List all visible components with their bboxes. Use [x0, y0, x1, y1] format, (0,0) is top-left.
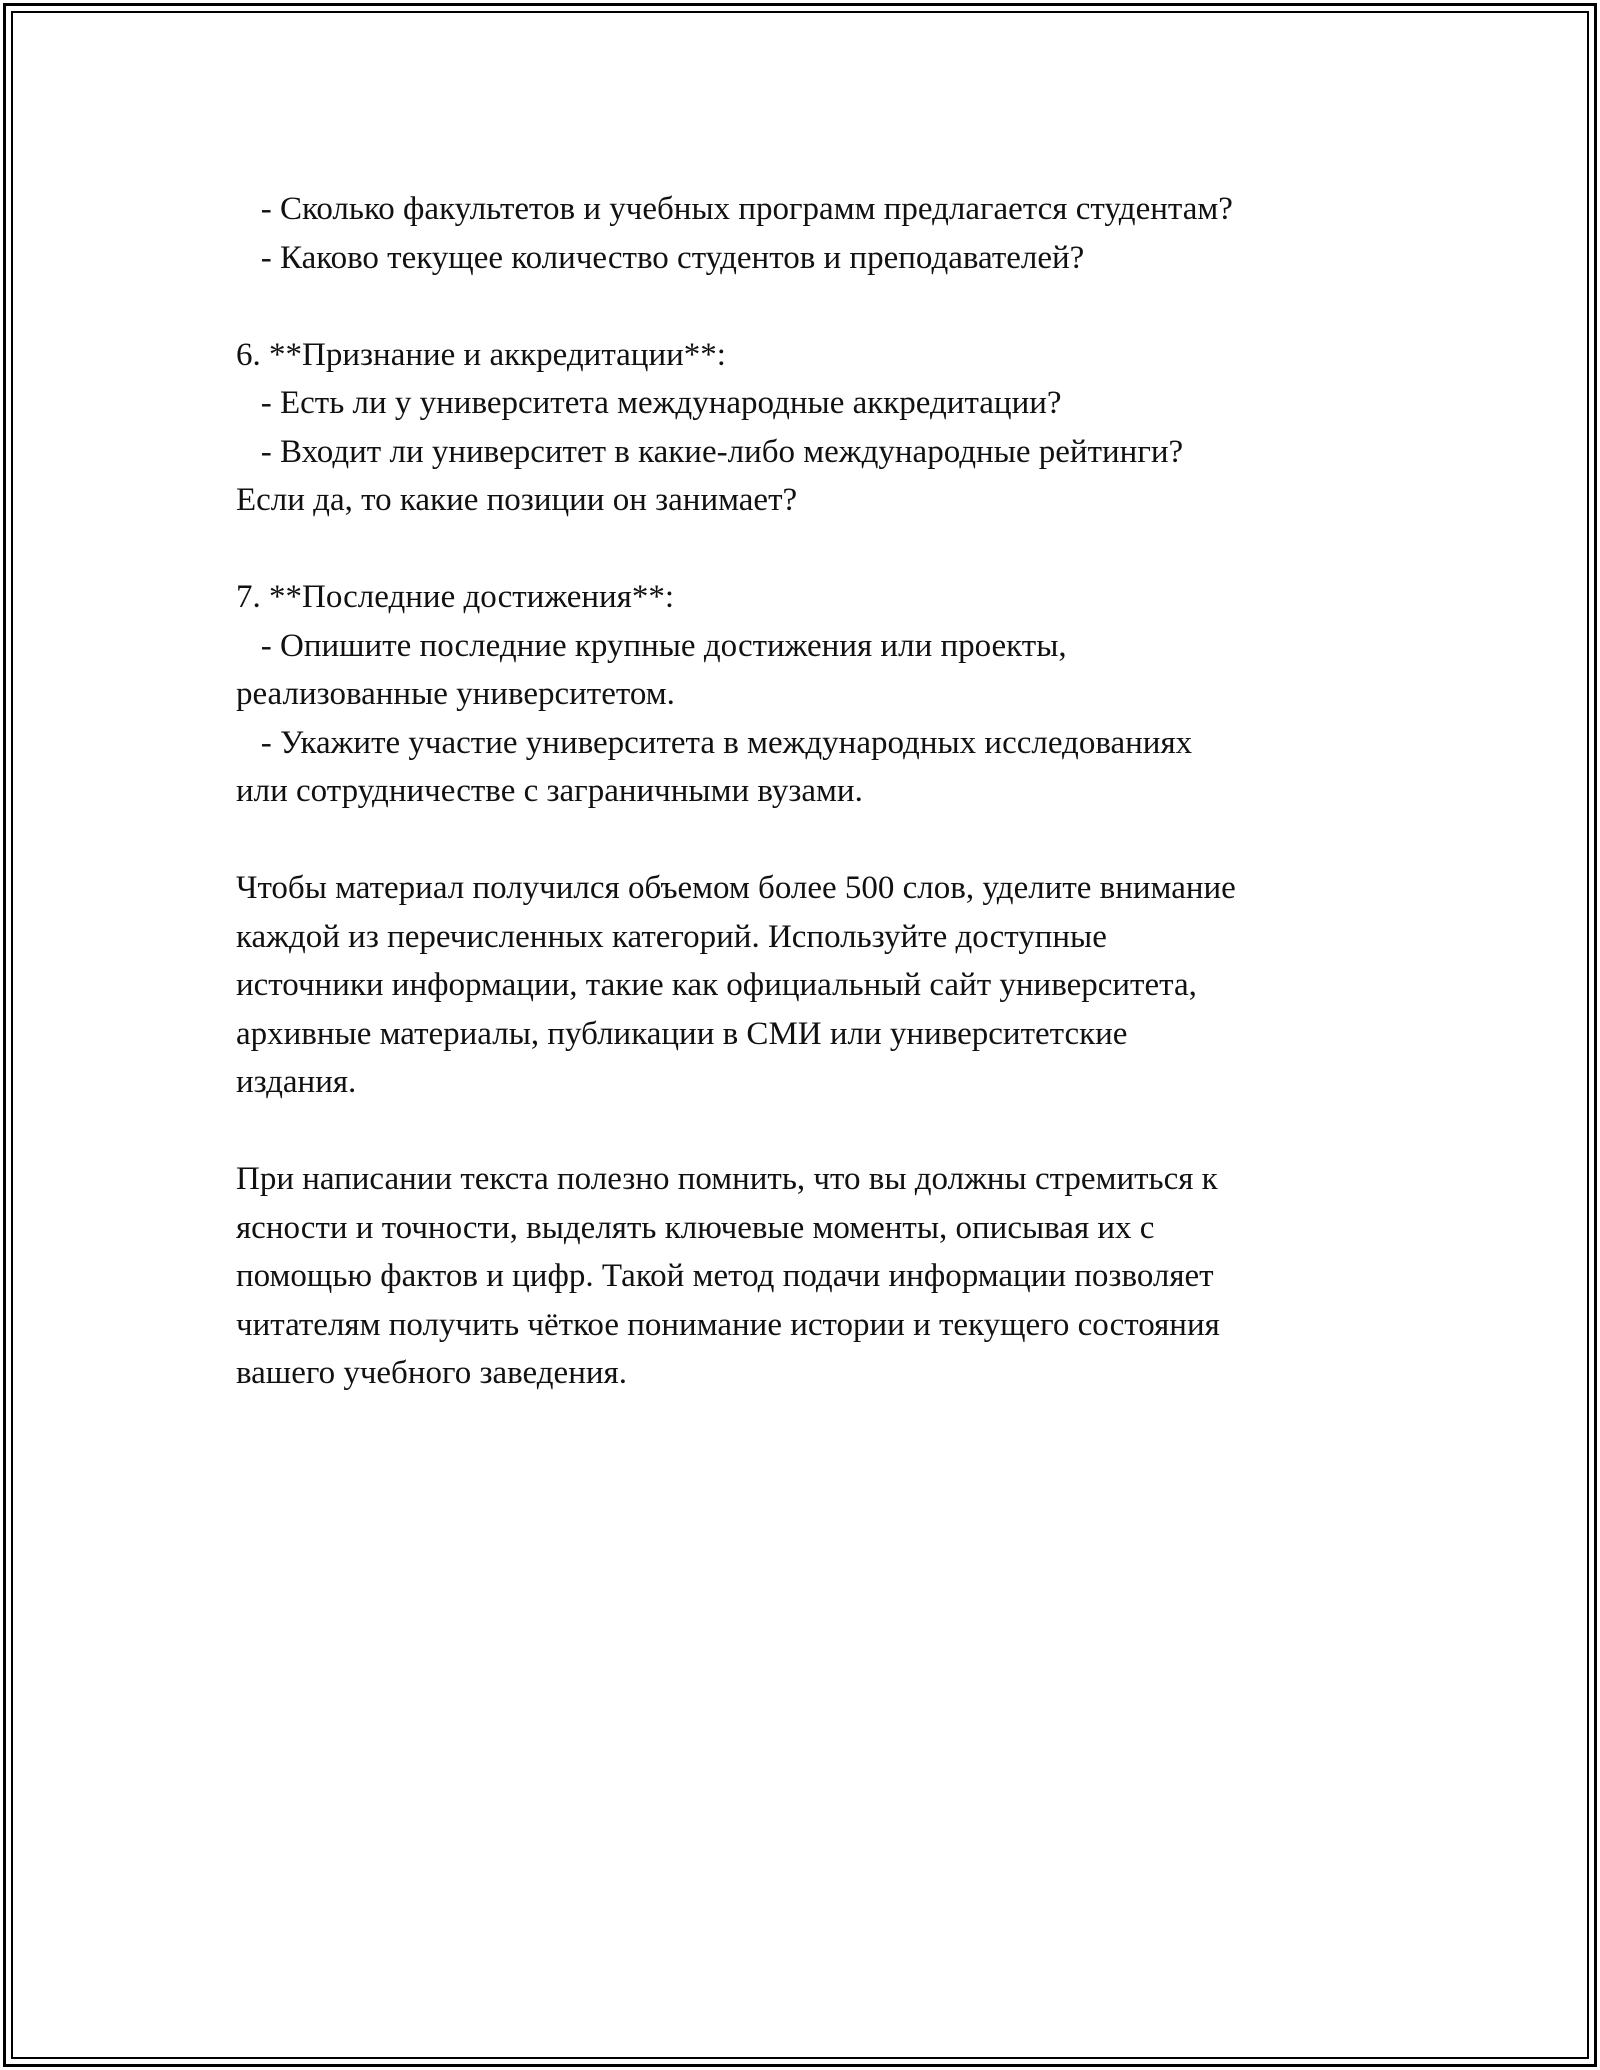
text-line: каждой из перечисленных категорий. Используйте доступные	[236, 918, 1107, 955]
text-line: ясности и точности, выделять ключевые моменты, описывая их с	[236, 1209, 1155, 1246]
text-line: - Входит ли университет в какие-либо международные рейтинги?	[236, 433, 1184, 470]
text-line: архивные материалы, публикации в СМИ или университетские	[236, 1015, 1128, 1052]
text-line: При написании текста полезно помнить, что вы должны стремиться к	[236, 1161, 1218, 1197]
text-line: - Есть ли у университета международные аккредитации?	[236, 385, 1062, 421]
paragraph-gap	[236, 282, 1376, 331]
text-line: читателям получить чёткое понимание истории и текущего состояния	[236, 1306, 1220, 1343]
text-line: - Укажите участие университета в международных исследованиях	[236, 724, 1193, 761]
text-line: - Каково текущее количество студентов и преподавателей?	[236, 239, 1085, 276]
section-heading: 7. **Последние достижения**:	[236, 579, 675, 615]
text-line: реализованные университетом.	[236, 676, 675, 712]
text-line: вашего учебного заведения.	[236, 1355, 627, 1391]
text-line: или сотрудничестве с заграничными вузами.	[236, 773, 863, 809]
text-line: - Опишите последние крупные достижения или проекты,	[236, 627, 1067, 664]
text-line: Если да, то какие позиции он занимает?	[236, 482, 798, 518]
text-line: Чтобы материал получился объемом более 500 слов, уделите внимание	[236, 870, 1236, 906]
text-line: - Сколько факультетов и учебных программ предлагается студентам?	[236, 191, 1233, 227]
document-body	[236, 185, 1376, 1398]
section-heading: 6. **Признание и аккредитации**:	[236, 336, 726, 373]
text-line: источники информации, такие как официальный сайт университета,	[236, 967, 1197, 1003]
text-line: издания.	[236, 1064, 357, 1100]
paragraph-gap	[236, 1107, 1376, 1156]
paragraph-gap	[236, 525, 1376, 574]
text-line: помощью фактов и цифр. Такой метод подачи информации позволяет	[236, 1258, 1214, 1294]
paragraph-gap	[236, 816, 1376, 865]
